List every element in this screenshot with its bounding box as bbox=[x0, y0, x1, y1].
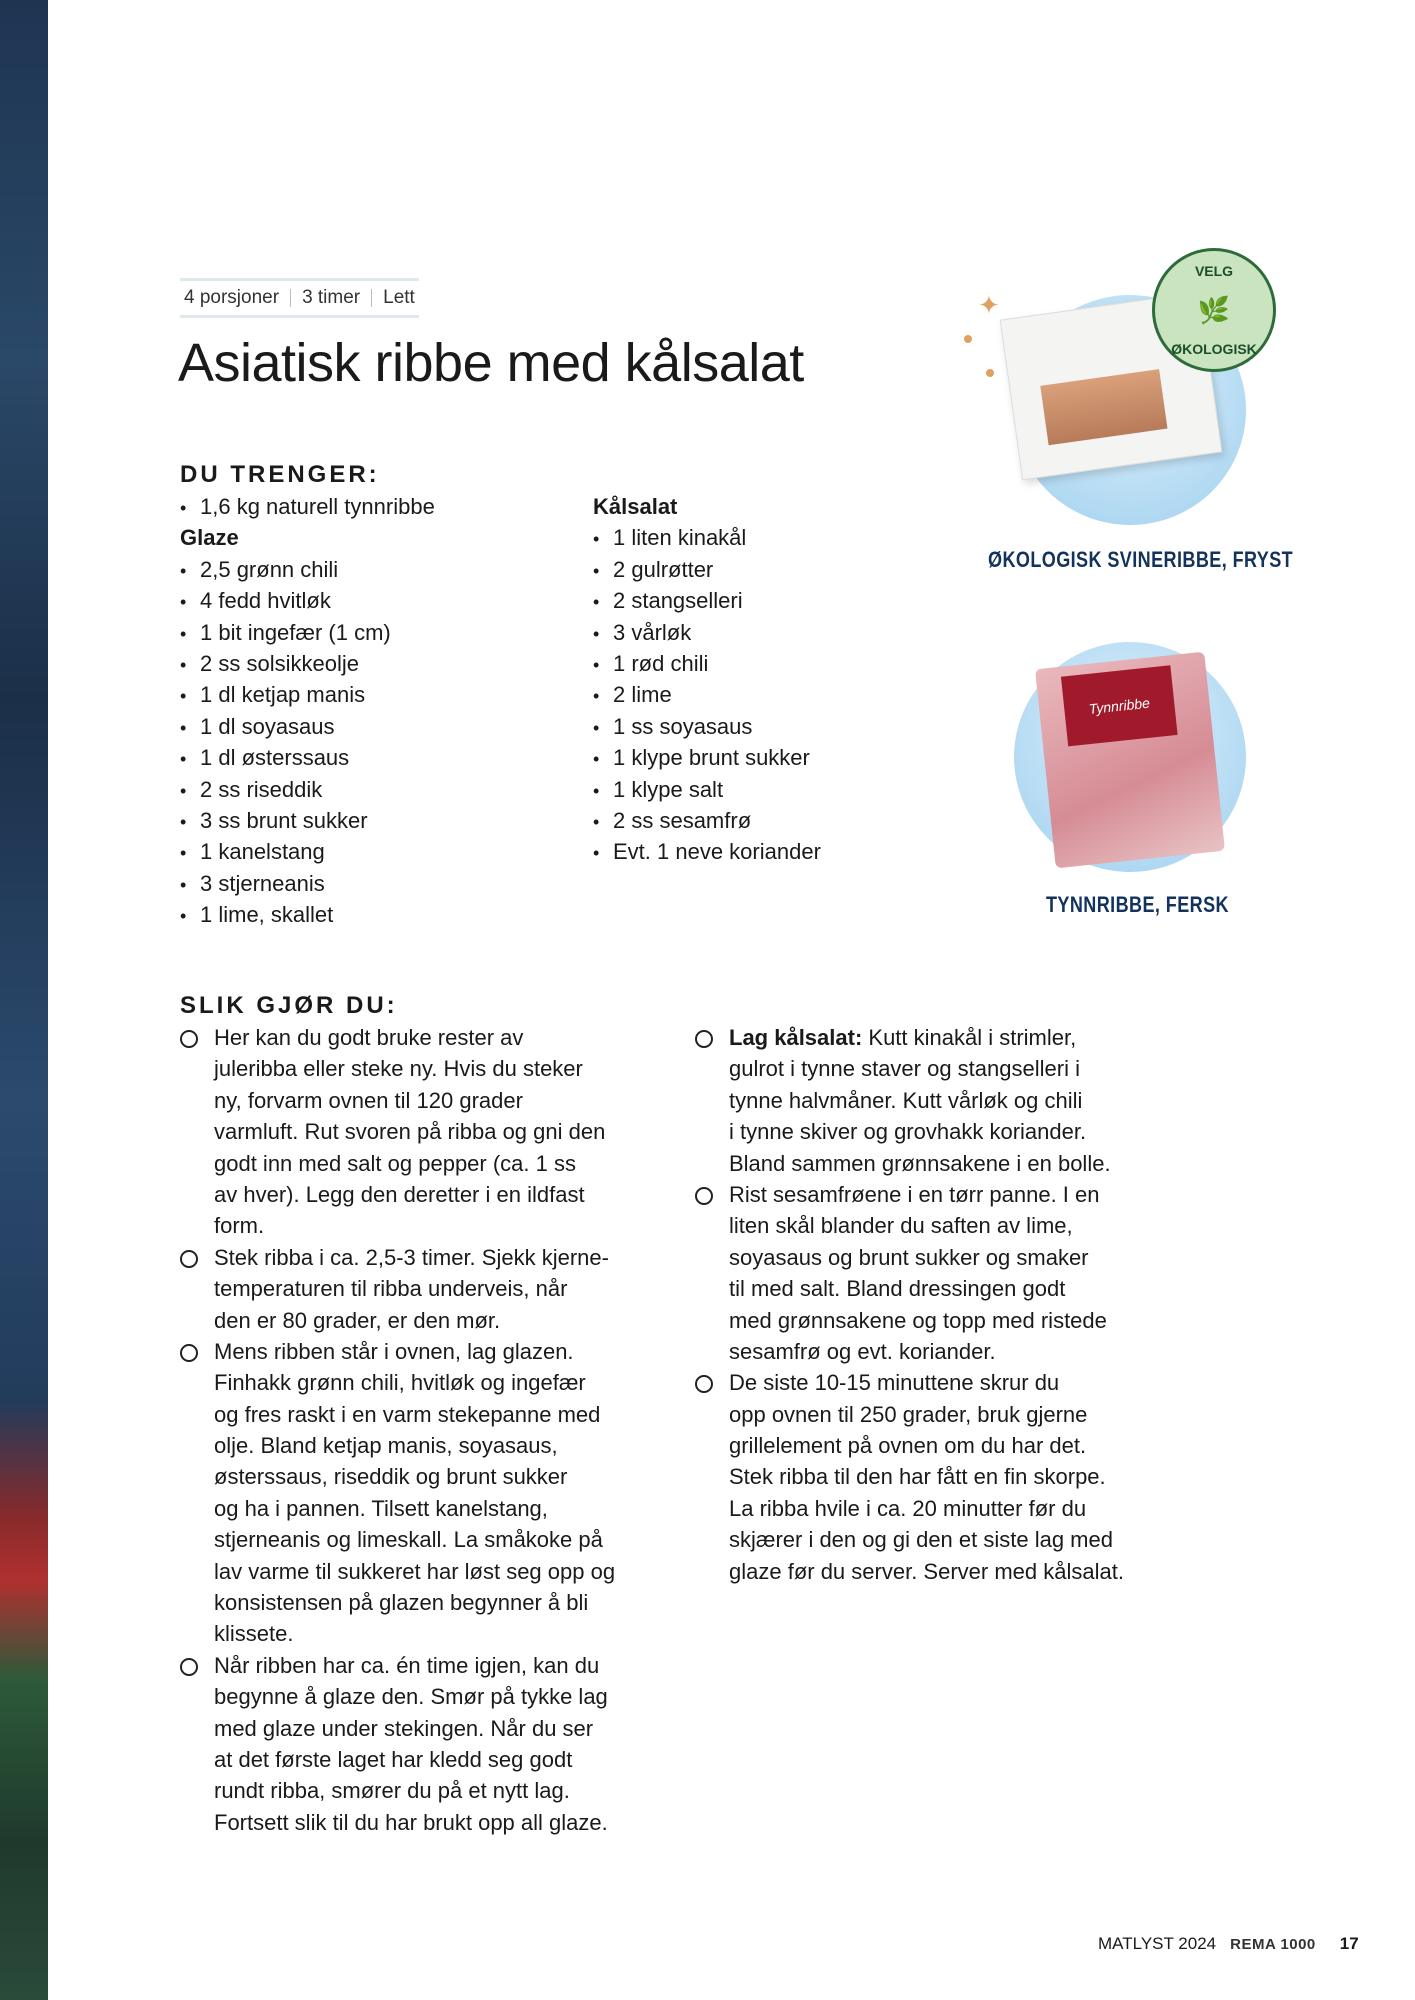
ingredient-text: 2 ss sesamfrø bbox=[613, 807, 752, 833]
step-line bbox=[214, 1179, 615, 1210]
ingredient-item bbox=[593, 585, 821, 616]
step-line bbox=[214, 1305, 615, 1336]
step-line bbox=[729, 1305, 1124, 1336]
bullet-icon: • bbox=[180, 717, 187, 738]
bullet-icon: • bbox=[180, 780, 187, 801]
ingredient-item bbox=[180, 899, 435, 930]
step-bold-lead: Lag kålsalat: bbox=[729, 1025, 863, 1050]
step-text: og fres raskt i en varm stekepanne med bbox=[214, 1401, 601, 1427]
step-text: godt inn med salt og pepper (ca. 1 ss bbox=[214, 1150, 576, 1176]
ingredient-text: 2 gulrøtter bbox=[613, 556, 714, 582]
step-circle-icon bbox=[180, 1658, 198, 1676]
step-circle-icon bbox=[695, 1030, 713, 1048]
bullet-icon: • bbox=[593, 811, 600, 832]
method-step bbox=[695, 1367, 1124, 1587]
step-line bbox=[214, 1053, 615, 1084]
step-text: grillelement på ovnen om du har det. bbox=[729, 1433, 1087, 1459]
step-line bbox=[214, 1367, 615, 1398]
step-text: rundt ribba, smører du på et nytt lag. bbox=[214, 1778, 570, 1804]
ingredients-col-2 bbox=[593, 491, 821, 868]
bullet-icon: • bbox=[593, 623, 600, 644]
ingredient-text: 1 lime, skallet bbox=[200, 902, 334, 928]
bullet-icon: • bbox=[180, 686, 187, 707]
bullet-icon: • bbox=[593, 717, 600, 738]
step-line bbox=[214, 1775, 615, 1806]
step-line bbox=[214, 1399, 615, 1430]
product-image-thin-ribs bbox=[1035, 652, 1225, 869]
step-text: med grønnsakene og topp med ristede bbox=[729, 1307, 1107, 1333]
ingredient-text: 1 bit ingefær (1 cm) bbox=[200, 619, 391, 645]
step-line bbox=[214, 1242, 615, 1273]
step-line bbox=[214, 1713, 615, 1744]
ingredient-item bbox=[180, 648, 435, 679]
step-line bbox=[214, 1085, 615, 1116]
sparkle-icon: ✦ bbox=[978, 290, 1000, 320]
step-line bbox=[729, 1493, 1124, 1524]
step-line bbox=[214, 1116, 615, 1147]
badge-top-text: VELG bbox=[1194, 263, 1234, 279]
brand-logo: REMA 1000 bbox=[1230, 1935, 1316, 1953]
time: 3 timer bbox=[302, 287, 361, 308]
ingredient-text: 1 rød chili bbox=[613, 650, 709, 676]
step-line bbox=[214, 1430, 615, 1461]
step-text: Finhakk grønn chili, hvitløk og ingefær bbox=[214, 1370, 586, 1396]
ingredient-text: 2 ss riseddik bbox=[200, 776, 323, 802]
ingredient-text: 4 fedd hvitløk bbox=[200, 588, 331, 614]
ingredient-text: 3 vårløk bbox=[613, 619, 692, 645]
step-line bbox=[214, 1587, 615, 1618]
bullet-icon: • bbox=[180, 592, 187, 613]
step-line bbox=[729, 1022, 1124, 1053]
step-text: soyasaus og brunt sukker og smaker bbox=[729, 1244, 1089, 1270]
servings: 4 porsjoner bbox=[184, 287, 280, 308]
ingredient-item bbox=[180, 679, 435, 710]
step-text: stjerneanis og limeskall. La småkoke på bbox=[214, 1527, 603, 1553]
step-text: La ribba hvile i ca. 20 minutter før du bbox=[729, 1495, 1087, 1521]
dot-decoration bbox=[964, 335, 972, 343]
step-line bbox=[214, 1210, 615, 1241]
method-col-1 bbox=[180, 1022, 615, 1838]
divider bbox=[290, 289, 291, 307]
step-line bbox=[729, 1367, 1124, 1398]
step-line bbox=[729, 1053, 1124, 1084]
ingredient-item bbox=[180, 617, 435, 648]
step-text: Når ribben har ca. én time igjen, kan du bbox=[214, 1652, 600, 1678]
ingredient-item bbox=[593, 774, 821, 805]
organic-badge bbox=[1152, 248, 1276, 372]
left-photo-strip bbox=[0, 0, 48, 2000]
bullet-icon: • bbox=[180, 498, 187, 518]
step-text: med glaze under stekingen. Når du ser bbox=[214, 1715, 594, 1741]
step-text: Mens ribben står i ovnen, lag glazen. bbox=[214, 1338, 574, 1364]
ingredient-text: Glaze bbox=[180, 525, 239, 551]
ingredients-heading: DU TRENGER: bbox=[180, 461, 380, 488]
leaf-hand-icon: 🌿 bbox=[1197, 294, 1231, 325]
method-col-2 bbox=[695, 1022, 1124, 1587]
bullet-icon: • bbox=[180, 654, 187, 675]
ingredient-item bbox=[180, 554, 435, 585]
step-line bbox=[214, 1807, 615, 1838]
step-line bbox=[729, 1430, 1124, 1461]
step-circle-icon bbox=[180, 1344, 198, 1362]
ingredient-text: 1 ss soyasaus bbox=[613, 713, 753, 739]
step-text: Stek ribba i ca. 2,5-3 timer. Sjekk kjerne- bbox=[214, 1244, 609, 1270]
ingredient-text: 3 ss brunt sukker bbox=[200, 807, 368, 833]
ingredient-item bbox=[593, 836, 821, 867]
step-line bbox=[214, 1618, 615, 1649]
step-line bbox=[729, 1524, 1124, 1555]
step-line bbox=[214, 1681, 615, 1712]
step-text: Rist sesamfrøene i en tørr panne. I en bbox=[729, 1181, 1100, 1207]
bullet-icon: • bbox=[593, 654, 600, 675]
step-text: konsistensen på glazen begynner å bli bbox=[214, 1590, 589, 1616]
ingredient-text: 1 dl ketjap manis bbox=[200, 682, 366, 708]
step-text: liten skål blander du saften av lime, bbox=[729, 1213, 1073, 1239]
step-text: varmluft. Rut svoren på ribba og gni den bbox=[214, 1119, 606, 1145]
pack-label: Tynnribbe bbox=[1061, 665, 1178, 746]
difficulty: Lett bbox=[383, 287, 415, 308]
ingredient-group-heading bbox=[593, 491, 821, 522]
step-line bbox=[214, 1650, 615, 1681]
step-text: olje. Bland ketjap manis, soyasaus, bbox=[214, 1433, 558, 1459]
badge-bottom-text: ØKOLOGISK bbox=[1171, 341, 1257, 357]
step-text: tynne halvmåner. Kutt vårløk og chili bbox=[729, 1087, 1083, 1113]
step-text: Bland sammen grønnsakene i en bolle. bbox=[729, 1150, 1111, 1176]
page-title: Asiatisk ribbe med kålsalat bbox=[178, 333, 804, 393]
step-line bbox=[214, 1744, 615, 1775]
bullet-icon: • bbox=[593, 529, 600, 550]
step-text: Stek ribba til den har fått en fin skorpe. bbox=[729, 1464, 1106, 1490]
step-line bbox=[214, 1524, 615, 1555]
method-step bbox=[180, 1242, 615, 1336]
ingredient-item bbox=[593, 554, 821, 585]
ingredient-item bbox=[593, 711, 821, 742]
ingredient-item bbox=[593, 805, 821, 836]
bullet-icon: • bbox=[593, 560, 600, 581]
step-line bbox=[214, 1336, 615, 1367]
product-label: ØKOLOGISK SVINERIBBE, FRYST bbox=[988, 547, 1294, 572]
ingredient-text: 2,5 grønn chili bbox=[200, 556, 339, 582]
step-line bbox=[729, 1148, 1124, 1179]
step-text: ny, forvarm ovnen til 120 grader bbox=[214, 1087, 523, 1113]
ingredient-item bbox=[593, 742, 821, 773]
ingredient-text: Evt. 1 neve koriander bbox=[613, 839, 821, 865]
step-line bbox=[214, 1148, 615, 1179]
step-line bbox=[214, 1493, 615, 1524]
page-number: 17 bbox=[1339, 1934, 1359, 1953]
step-line bbox=[214, 1461, 615, 1492]
bullet-icon: • bbox=[180, 560, 187, 581]
recipe-meta bbox=[180, 278, 419, 318]
step-line bbox=[214, 1273, 615, 1304]
step-text: den er 80 grader, er den mør. bbox=[214, 1307, 501, 1333]
step-line bbox=[729, 1556, 1124, 1587]
step-text: østerssaus, riseddik og brunt sukker bbox=[214, 1464, 568, 1490]
ingredient-item bbox=[180, 805, 435, 836]
ingredient-item bbox=[180, 711, 435, 742]
step-line bbox=[729, 1336, 1124, 1367]
ingredient-text: 1,6 kg naturell tynnribbe bbox=[200, 494, 435, 519]
ingredient-item bbox=[180, 774, 435, 805]
step-line bbox=[729, 1461, 1124, 1492]
step-circle-icon bbox=[695, 1187, 713, 1205]
ingredient-group-heading bbox=[180, 522, 435, 553]
ingredient-item bbox=[180, 491, 435, 522]
ingredient-text: 2 stangselleri bbox=[613, 588, 743, 614]
ingredient-item bbox=[180, 836, 435, 867]
bullet-icon: • bbox=[180, 623, 187, 644]
ingredient-item bbox=[180, 868, 435, 899]
step-line bbox=[729, 1116, 1124, 1147]
step-line bbox=[214, 1022, 615, 1053]
step-text: opp ovnen til 250 grader, bruk gjerne bbox=[729, 1401, 1088, 1427]
bullet-icon: • bbox=[593, 780, 600, 801]
step-text: juleribba eller steke ny. Hvis du steker bbox=[214, 1056, 583, 1082]
step-text: at det første laget har kledd seg godt bbox=[214, 1746, 573, 1772]
step-line bbox=[729, 1179, 1124, 1210]
step-text: i tynne skiver og grovhakk koriander. bbox=[729, 1119, 1087, 1145]
ingredient-item bbox=[180, 585, 435, 616]
step-circle-icon bbox=[695, 1375, 713, 1393]
step-line bbox=[729, 1085, 1124, 1116]
magazine-name: MATLYST 2024 bbox=[1098, 1934, 1217, 1953]
bullet-icon: • bbox=[180, 874, 187, 895]
bullet-icon: • bbox=[180, 749, 187, 770]
method-step bbox=[695, 1022, 1124, 1179]
step-line bbox=[729, 1273, 1124, 1304]
method-step bbox=[695, 1179, 1124, 1367]
step-text: De siste 10-15 minuttene skrur du bbox=[729, 1370, 1060, 1396]
method-heading: SLIK GJØR DU: bbox=[180, 992, 398, 1019]
ingredient-text: 2 ss solsikkeolje bbox=[200, 650, 359, 676]
ingredient-text: 2 lime bbox=[613, 682, 672, 708]
ingredient-item bbox=[593, 648, 821, 679]
ingredient-item bbox=[593, 522, 821, 553]
step-line bbox=[729, 1242, 1124, 1273]
bullet-icon: • bbox=[180, 811, 187, 832]
ingredient-text: 1 klype salt bbox=[613, 776, 724, 802]
step-text: glaze før du server. Server med kålsalat. bbox=[729, 1558, 1124, 1584]
step-line bbox=[729, 1399, 1124, 1430]
step-text: lav varme til sukkeret har løst seg opp og bbox=[214, 1558, 616, 1584]
ingredient-item bbox=[593, 679, 821, 710]
ingredients-col-1 bbox=[180, 491, 435, 930]
ingredient-item bbox=[180, 742, 435, 773]
ingredient-text: 1 liten kinakål bbox=[613, 525, 747, 551]
ingredient-text: 3 stjerneanis bbox=[200, 870, 325, 896]
step-text: temperaturen til ribba underveis, når bbox=[214, 1276, 568, 1302]
bullet-icon: • bbox=[593, 592, 600, 613]
bullet-icon: • bbox=[593, 686, 600, 707]
step-text: gulrot i tynne staver og stangselleri i bbox=[729, 1056, 1080, 1082]
step-text: skjærer i den og gi den et siste lag med bbox=[729, 1527, 1113, 1553]
bullet-icon: • bbox=[180, 906, 187, 927]
page-footer bbox=[1098, 1934, 1359, 1954]
step-line bbox=[729, 1210, 1124, 1241]
step-text: og ha i pannen. Tilsett kanelstang, bbox=[214, 1495, 548, 1521]
bullet-icon: • bbox=[180, 843, 187, 864]
step-text: til med salt. Bland dressingen godt bbox=[729, 1276, 1066, 1302]
bullet-icon: • bbox=[593, 843, 600, 864]
step-text: Kutt kinakål i strimler, bbox=[862, 1025, 1077, 1050]
step-line bbox=[214, 1556, 615, 1587]
step-text: form. bbox=[214, 1213, 265, 1239]
ingredient-text: 1 klype brunt sukker bbox=[613, 745, 810, 771]
step-circle-icon bbox=[180, 1250, 198, 1268]
method-step bbox=[180, 1336, 615, 1650]
step-text: sesamfrø og evt. koriander. bbox=[729, 1338, 996, 1364]
step-text: Her kan du godt bruke rester av bbox=[214, 1025, 524, 1050]
method-step bbox=[180, 1022, 615, 1242]
ingredient-text: 1 dl østerssaus bbox=[200, 745, 350, 771]
step-circle-icon bbox=[180, 1030, 198, 1048]
ingredient-text: 1 dl soyasaus bbox=[200, 713, 335, 739]
step-text: begynne å glaze den. Smør på tykke lag bbox=[214, 1684, 608, 1710]
dot-decoration bbox=[986, 369, 994, 377]
step-text: klissete. bbox=[214, 1621, 294, 1647]
divider bbox=[371, 289, 372, 307]
ingredient-text: Kålsalat bbox=[593, 494, 678, 519]
ingredient-text: 1 kanelstang bbox=[200, 839, 325, 865]
bullet-icon: • bbox=[593, 749, 600, 770]
step-text: Fortsett slik til du har brukt opp all glaze. bbox=[214, 1809, 608, 1835]
step-text: av hver). Legg den deretter i en ildfast bbox=[214, 1181, 585, 1207]
method-step bbox=[180, 1650, 615, 1838]
ingredient-item bbox=[593, 617, 821, 648]
product-label: TYNNRIBBE, FERSK bbox=[1046, 892, 1229, 917]
